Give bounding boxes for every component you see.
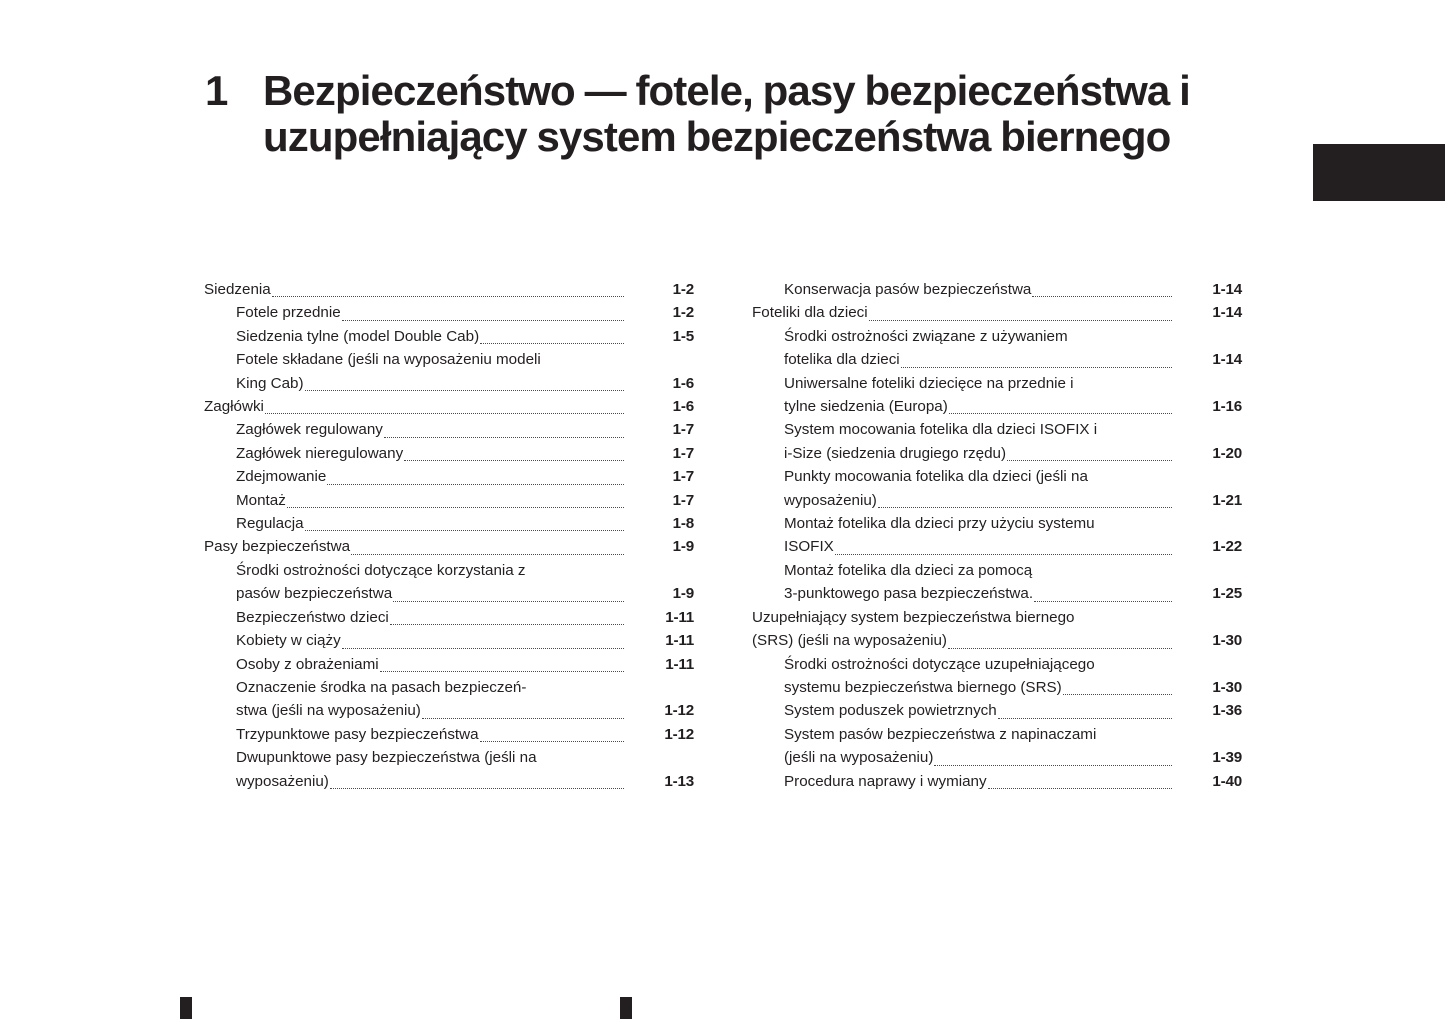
toc-entry-body (784, 559, 1242, 606)
toc-entry-label: (SRS) (jeśli na wyposażeniu) (752, 632, 947, 650)
toc-leader-dots (287, 497, 624, 508)
toc-entry-label: Zagłówki (204, 398, 264, 416)
toc-entry[interactable] (752, 699, 1242, 722)
toc-entry-label: Trzypunktowe pasy bezpieczeństwa (236, 725, 479, 743)
toc-entry[interactable] (752, 723, 1242, 770)
toc-page-number: 1-13 (664, 772, 694, 790)
toc-entry-label: Zagłówek regulowany (236, 421, 383, 439)
toc-entry-label-line: Dwupunktowe pasy bezpieczeństwa (jeśli na (236, 749, 537, 767)
toc-entry-last-line (204, 278, 694, 301)
toc-entry-label: ISOFIX (784, 538, 834, 556)
toc-entry[interactable] (204, 325, 694, 348)
toc-entry-last-line (204, 535, 694, 558)
toc-entry-body (236, 325, 694, 348)
registration-mark (620, 997, 632, 1019)
toc-entry[interactable] (204, 746, 694, 793)
toc-entry-label-line: Punkty mocowania fotelika dla dzieci (jeśli na (784, 468, 1088, 486)
toc-leader-dots (480, 333, 624, 344)
toc-entry[interactable] (204, 395, 694, 418)
toc-page-number: 1-21 (1212, 491, 1242, 509)
toc-page-number: 1-16 (1212, 398, 1242, 416)
toc-page-number: 1-8 (672, 515, 694, 533)
toc-entry-last-line (784, 770, 1242, 793)
toc-entry-label-line: Uzupełniający system bezpieczeństwa biernego (752, 608, 1075, 626)
toc-entry-body (784, 653, 1242, 700)
toc-leader-dots (934, 755, 1172, 766)
chapter-thumb-tab (1313, 144, 1445, 201)
toc-entry-last-line (236, 372, 694, 395)
toc-entry-label-line: Uniwersalne foteliki dziecięce na przednie i (784, 374, 1074, 392)
toc-page-number: 1-39 (1212, 749, 1242, 767)
toc-entry-body (784, 278, 1242, 301)
toc-entry-last-line (752, 301, 1242, 324)
toc-entry-last-line (784, 489, 1242, 512)
toc-entry-label-line: System mocowania fotelika dla dzieci ISOFIX i (784, 421, 1098, 439)
toc-page-number: 1-6 (672, 374, 694, 392)
toc-leader-dots (384, 427, 624, 438)
toc-entry-label: Montaż (236, 491, 286, 509)
toc-entry-label-line: Środki ostrożności dotyczące uzupełniającego (784, 655, 1095, 673)
toc-entry-body (784, 770, 1242, 793)
toc-entry-last-line (236, 629, 694, 652)
toc-entry-body (236, 442, 694, 465)
toc-leader-dots (1007, 450, 1172, 461)
toc-page-number: 1-5 (672, 327, 694, 345)
toc-entry-body (236, 746, 694, 793)
toc-entry-label: systemu bezpieczeństwa biernego (SRS) (784, 678, 1062, 696)
toc-leader-dots (878, 497, 1172, 508)
toc-entry[interactable] (204, 535, 694, 558)
toc-page-number: 1-11 (665, 608, 694, 626)
toc-entry-label: fotelika dla dzieci (784, 351, 900, 369)
toc-entry[interactable] (204, 559, 694, 606)
toc-page-number: 1-11 (665, 655, 694, 673)
toc-entry[interactable] (204, 301, 694, 324)
toc-entry-label: wyposażeniu) (236, 772, 329, 790)
toc-leader-dots (393, 591, 624, 602)
toc-entry-body (784, 372, 1242, 419)
toc-entry-last-line (236, 325, 694, 348)
toc-entry-last-line (236, 699, 694, 722)
toc-page-number: 1-9 (672, 585, 694, 603)
toc-entry-label: i-Size (siedzenia drugiego rzędu) (784, 444, 1007, 462)
toc-entry-label: Zagłówek nieregulowany (236, 444, 404, 462)
toc-entry-body (236, 301, 694, 324)
toc-entry[interactable] (752, 770, 1242, 793)
toc-entry-label: (jeśli na wyposażeniu) (784, 749, 934, 767)
toc-leader-dots (869, 310, 1172, 321)
toc-page-number: 1-30 (1212, 678, 1242, 696)
toc-leader-dots (1032, 286, 1172, 297)
toc-entry-label: Fotele przednie (236, 304, 341, 322)
toc-page-number: 1-22 (1212, 538, 1242, 556)
toc-entry-last-line (784, 442, 1242, 465)
toc-leader-dots (949, 403, 1172, 414)
toc-page-number: 1-9 (672, 538, 694, 556)
toc-entry-last-line (236, 301, 694, 324)
toc-entry-label-line: Montaż fotelika dla dzieci przy użyciu systemu (784, 515, 1095, 533)
toc-entry[interactable] (204, 676, 694, 723)
toc-entry-last-line (236, 512, 694, 535)
toc-page-number: 1-14 (1212, 351, 1242, 369)
toc-page-number: 1-25 (1212, 585, 1242, 603)
toc-page-number: 1-7 (672, 468, 694, 486)
toc-entry-body (236, 418, 694, 441)
toc-entry[interactable] (204, 629, 694, 652)
toc-leader-dots (480, 731, 624, 742)
toc-entry-body (784, 699, 1242, 722)
toc-entry-body (784, 512, 1242, 559)
page-title: Bezpieczeństwo — fotele, pasy bezpieczeństwa i uzupełniający system bezpieczeństwa biernego (263, 67, 1190, 160)
toc-entry-body (784, 325, 1242, 372)
toc-leader-dots (1034, 591, 1172, 602)
toc-entry[interactable] (204, 489, 694, 512)
toc-leader-dots (404, 450, 624, 461)
toc-page-number: 1-14 (1212, 304, 1242, 322)
toc-entry-last-line (784, 676, 1242, 699)
toc-leader-dots (998, 708, 1172, 719)
toc-entry-label: King Cab) (236, 374, 304, 392)
toc-entry-body (204, 395, 694, 418)
toc-entry-label: tylne siedzenia (Europa) (784, 398, 948, 416)
toc-leader-dots (380, 661, 624, 672)
toc-page-number: 1-2 (672, 304, 694, 322)
toc-entry-body (784, 418, 1242, 465)
toc-entry-last-line (236, 770, 694, 793)
toc-entry-last-line (236, 582, 694, 605)
toc-page-number: 1-7 (672, 491, 694, 509)
toc-entry-body (236, 676, 694, 723)
toc-entry-label: Konserwacja pasów bezpieczeństwa (784, 281, 1032, 298)
toc-entry[interactable] (204, 278, 694, 301)
toc-entry-last-line (784, 395, 1242, 418)
toc-page-number: 1-7 (672, 444, 694, 462)
toc-entry-body (236, 512, 694, 535)
toc-leader-dots (265, 403, 624, 414)
toc-leader-dots (342, 310, 624, 321)
toc-entry-label: stwa (jeśli na wyposażeniu) (236, 702, 421, 720)
toc-leader-dots (351, 544, 624, 555)
toc-entry[interactable] (204, 348, 694, 395)
toc-entry-body (236, 348, 694, 395)
toc-entry-label: Pasy bezpieczeństwa (204, 538, 351, 556)
toc-entry[interactable] (752, 606, 1242, 653)
toc-entry[interactable] (752, 653, 1242, 700)
toc-entry-body (204, 278, 694, 301)
toc-leader-dots (305, 380, 624, 391)
toc-entry-body (784, 465, 1242, 512)
toc-page-number: 1-20 (1212, 444, 1242, 462)
toc-entry-last-line (236, 723, 694, 746)
toc-entry-label: Kobiety w ciąży (236, 632, 341, 650)
toc-leader-dots (948, 638, 1172, 649)
toc-entry-label: Osoby z obrażeniami (236, 655, 379, 673)
toc-leader-dots (1063, 684, 1172, 695)
toc-entry[interactable] (204, 442, 694, 465)
toc-entry-label-line: Fotele składane (jeśli na wyposażeniu modeli (236, 351, 541, 369)
toc-entry-label: Regulacja (236, 515, 304, 533)
toc-entry[interactable] (204, 465, 694, 488)
toc-entry-body (236, 629, 694, 652)
toc-page-number: 1-7 (672, 421, 694, 439)
toc-leader-dots (330, 778, 624, 789)
toc-page-number: 1-2 (672, 281, 694, 298)
toc-entry-body (204, 535, 694, 558)
chapter-number: 1 (205, 67, 228, 114)
toc-entry-last-line (784, 699, 1242, 722)
toc-leader-dots (327, 474, 624, 485)
toc-entry-last-line (784, 535, 1242, 558)
toc-entry[interactable] (204, 723, 694, 746)
toc-column-right (752, 278, 1242, 793)
table-of-contents (0, 278, 1445, 793)
toc-entry-body (752, 606, 1242, 653)
toc-leader-dots (342, 638, 624, 649)
toc-entry-last-line (236, 653, 694, 676)
toc-entry-body (784, 723, 1242, 770)
toc-entry-last-line (784, 746, 1242, 769)
toc-leader-dots (272, 286, 624, 297)
toc-entry-label: System poduszek powietrznych (784, 702, 997, 720)
toc-entry-last-line (752, 629, 1242, 652)
toc-entry-last-line (236, 418, 694, 441)
toc-entry-body (236, 606, 694, 629)
toc-entry-label: Siedzenia (204, 281, 271, 298)
toc-entry-last-line (784, 582, 1242, 605)
toc-leader-dots (835, 544, 1172, 555)
toc-entry-label: Zdejmowanie (236, 468, 327, 486)
toc-entry-body (236, 465, 694, 488)
toc-leader-dots (988, 778, 1172, 789)
toc-leader-dots (305, 520, 624, 531)
toc-entry-body (236, 489, 694, 512)
toc-entry-label: Bezpieczeństwo dzieci (236, 608, 389, 626)
toc-entry-last-line (784, 278, 1242, 301)
toc-entry[interactable] (752, 559, 1242, 606)
toc-entry-last-line (236, 606, 694, 629)
toc-entry[interactable] (204, 418, 694, 441)
toc-entry[interactable] (752, 512, 1242, 559)
toc-entry-body (752, 301, 1242, 324)
toc-entry-label-line: Oznaczenie środka na pasach bezpieczeń- (236, 678, 527, 696)
toc-entry[interactable] (752, 372, 1242, 419)
toc-leader-dots (901, 357, 1172, 368)
toc-entry-label: Foteliki dla dzieci (752, 304, 868, 322)
toc-entry[interactable] (752, 418, 1242, 465)
toc-entry-label: pasów bezpieczeństwa (236, 585, 393, 603)
toc-entry-body (236, 559, 694, 606)
toc-column-left (204, 278, 694, 793)
toc-entry-label: 3-punktowego pasa bezpieczeństwa. (784, 585, 1034, 603)
toc-leader-dots (422, 708, 624, 719)
toc-entry-label-line: Montaż fotelika dla dzieci za pomocą (784, 561, 1033, 579)
toc-page-number: 1-36 (1212, 702, 1242, 720)
toc-entry-label: Procedura naprawy i wymiany (784, 772, 987, 790)
toc-page-number: 1-11 (665, 632, 694, 650)
toc-page-number: 1-12 (664, 702, 694, 720)
toc-page-number: 1-14 (1212, 281, 1242, 298)
toc-page-number: 1-30 (1212, 632, 1242, 650)
toc-entry[interactable] (204, 512, 694, 535)
toc-entry-last-line (784, 348, 1242, 371)
toc-entry-label-line: Środki ostrożności związane z używaniem (784, 327, 1068, 345)
toc-entry[interactable] (752, 278, 1242, 301)
toc-entry-last-line (236, 465, 694, 488)
toc-entry-last-line (236, 489, 694, 512)
toc-entry[interactable] (752, 465, 1242, 512)
toc-entry-last-line (204, 395, 694, 418)
toc-entry-label: wyposażeniu) (784, 491, 877, 509)
toc-entry-body (236, 653, 694, 676)
toc-page-number: 1-40 (1212, 772, 1242, 790)
toc-page-number: 1-6 (672, 398, 694, 416)
toc-entry-label: Siedzenia tylne (model Double Cab) (236, 327, 480, 345)
toc-entry[interactable] (752, 325, 1242, 372)
toc-entry[interactable] (752, 301, 1242, 324)
toc-entry[interactable] (204, 653, 694, 676)
toc-entry-body (236, 723, 694, 746)
toc-page-number: 1-12 (664, 725, 694, 743)
toc-entry[interactable] (204, 606, 694, 629)
toc-entry-label-line: System pasów bezpieczeństwa z napinaczami (784, 725, 1097, 743)
registration-mark (180, 997, 192, 1019)
chapter-heading (205, 68, 1265, 160)
toc-entry-last-line (236, 442, 694, 465)
toc-entry-label-line: Środki ostrożności dotyczące korzystania z (236, 561, 526, 579)
toc-leader-dots (390, 614, 624, 625)
